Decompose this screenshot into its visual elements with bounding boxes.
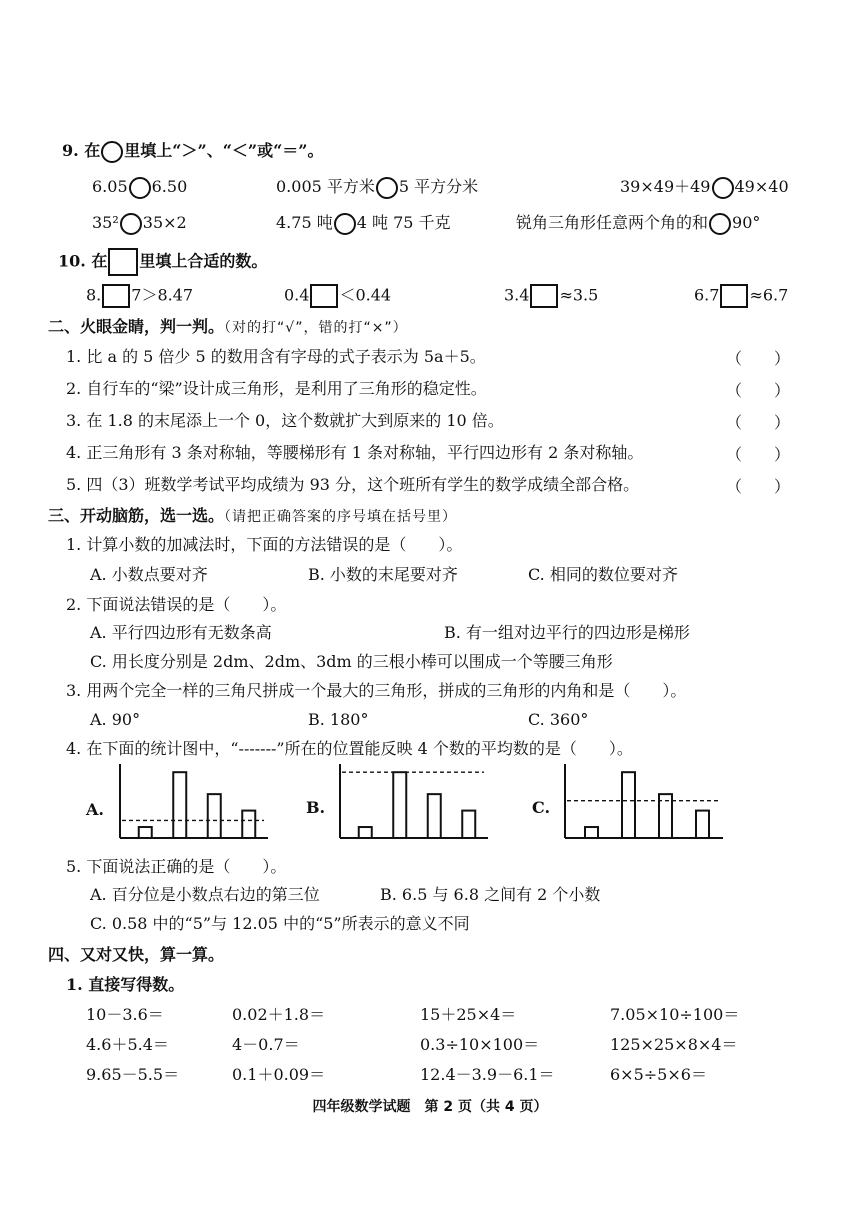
answer-box[interactable] <box>102 284 130 308</box>
bar <box>428 794 441 838</box>
choice-q3-b[interactable]: B. 180° <box>308 710 369 729</box>
judge-item-1: 1. 比 a 的 5 倍少 5 的数用含有字母的式子表示为 5a＋5。 <box>66 347 486 366</box>
choice-q2-b[interactable]: B. 有一组对边平行的四边形是梯形 <box>444 623 690 642</box>
bar-chart-b <box>338 764 488 844</box>
bar-chart-c <box>563 764 723 844</box>
calc-q1-title: 1. 直接写得数。 <box>66 975 185 994</box>
choice-q3-stem: 3. 用两个完全一样的三角尺拼成一个最大的三角形，拼成的三角形的内角和是（ ）。 <box>66 681 687 700</box>
choice-q1-a[interactable]: A. 小数点要对齐 <box>90 565 208 584</box>
answer-circle[interactable] <box>712 177 734 199</box>
answer-circle[interactable] <box>334 213 356 235</box>
bar <box>622 772 635 838</box>
choice-q5-c[interactable]: C. 0.58 中的“5”与 12.05 中的“5”所表示的意义不同 <box>90 914 470 933</box>
calc-item: 0.3÷10×100＝ <box>420 1035 540 1054</box>
bar <box>585 827 598 838</box>
calc-item: 4.6＋5.4＝ <box>86 1035 169 1054</box>
judge-item-4: 4. 正三角形有 3 条对称轴，等腰梯形有 1 条对称轴，平行四边形有 2 条对称轴。 <box>66 443 644 462</box>
q9-item-1: 6.05 6.50 <box>92 176 187 199</box>
choice-q5-b[interactable]: B. 6.5 与 6.8 之间有 2 个小数 <box>380 885 601 904</box>
choice-q2-stem: 2. 下面说法错误的是（ ）。 <box>66 595 287 614</box>
judge-answer-2[interactable]: （ ） <box>726 381 791 400</box>
calc-item: 7.05×10÷100＝ <box>610 1005 740 1024</box>
judge-item-5: 5. 四（3）班数学考试平均成绩为 93 分，这个班所有学生的数学成绩全部合格。 <box>66 475 640 494</box>
choice-q1-b[interactable]: B. 小数的末尾要对齐 <box>308 565 458 584</box>
answer-box[interactable] <box>720 284 748 308</box>
bar <box>242 811 255 838</box>
bar <box>696 811 709 838</box>
bar <box>462 811 475 838</box>
calc-item: 12.4－3.9－6.1＝ <box>420 1065 555 1084</box>
calc-item: 10－3.6＝ <box>86 1005 164 1024</box>
judge-answer-3[interactable]: （ ） <box>726 413 791 432</box>
q10-item-1: 8. 7＞8.47 <box>86 284 193 308</box>
q9-item-6: 锐角三角形任意两个角的和 90° <box>516 212 760 235</box>
choice-q3-c[interactable]: C. 360° <box>528 710 589 729</box>
choice-q5-stem: 5. 下面说法正确的是（ ）。 <box>66 857 287 876</box>
page-footer: 四年级数学试题 第 2 页（共 4 页） <box>312 1099 548 1115</box>
chart-label-b[interactable]: B. <box>306 798 326 817</box>
calc-item: 4－0.7＝ <box>232 1035 300 1054</box>
judge-answer-1[interactable]: （ ） <box>726 349 791 368</box>
q10-title: 10. 在 里填上合适的数。 <box>58 248 267 276</box>
q9-item-3: 39×49＋49 49×40 <box>620 176 789 199</box>
judge-answer-4[interactable]: （ ） <box>726 445 791 464</box>
calc-item: 6×5÷5×6＝ <box>610 1065 707 1084</box>
q9-item-5: 4.75 吨 4 吨 75 千克 <box>276 212 451 235</box>
q10-item-3: 3.4 ≈3.5 <box>504 284 598 308</box>
choice-q3-a[interactable]: A. 90° <box>90 710 141 729</box>
calc-item: 15＋25×4＝ <box>420 1005 517 1024</box>
bar <box>359 827 372 838</box>
bar <box>393 772 406 838</box>
section2-title: 二、火眼金睛，判一判。（对的打“√”，错的打“×”） <box>48 317 408 336</box>
bar <box>208 794 221 838</box>
bar-chart-a <box>118 764 268 844</box>
section4-title: 四、又对又快，算一算。 <box>48 945 225 964</box>
calc-item: 9.65－5.5＝ <box>86 1065 180 1084</box>
bar <box>139 827 152 838</box>
judge-answer-5[interactable]: （ ） <box>726 477 791 496</box>
calc-item: 125×25×8×4＝ <box>610 1035 738 1054</box>
choice-q1-stem: 1. 计算小数的加减法时，下面的方法错误的是（ ）。 <box>66 535 463 554</box>
answer-circle[interactable] <box>120 213 142 235</box>
answer-circle[interactable] <box>101 141 123 163</box>
q10-item-4: 6.7 ≈6.7 <box>694 284 788 308</box>
q10-item-2: 0.4 ＜0.44 <box>284 284 391 308</box>
calc-item: 0.1＋0.09＝ <box>232 1065 326 1084</box>
answer-circle[interactable] <box>129 177 151 199</box>
choice-q4-stem: 4. 在下面的统计图中，“-------”所在的位置能反映 4 个数的平均数的是（ ）。 <box>66 739 633 758</box>
chart-label-a[interactable]: A. <box>86 800 104 819</box>
q9-title: 9. 在 里填上“＞”、“＜”或“＝”。 <box>62 140 324 163</box>
q9-item-2: 0.005 平方米 5 平方分米 <box>276 176 478 199</box>
judge-item-3: 3. 在 1.8 的末尾添上一个 0，这个数就扩大到原来的 10 倍。 <box>66 411 504 430</box>
answer-box[interactable] <box>310 284 338 308</box>
section3-title: 三、开动脑筋，选一选。（请把正确答案的序号填在括号里） <box>48 506 458 525</box>
answer-circle[interactable] <box>376 177 398 199</box>
choice-q2-c[interactable]: C. 用长度分别是 2dm、2dm、3dm 的三根小棒可以围成一个等腰三角形 <box>90 652 613 671</box>
answer-box[interactable] <box>530 284 558 308</box>
judge-item-2: 2. 自行车的“梁”设计成三角形，是利用了三角形的稳定性。 <box>66 379 487 398</box>
answer-box[interactable] <box>108 248 138 276</box>
chart-label-c[interactable]: C. <box>532 798 551 817</box>
choice-q5-a[interactable]: A. 百分位是小数点右边的第三位 <box>90 885 320 904</box>
bar <box>173 772 186 838</box>
choice-q2-a[interactable]: A. 平行四边形有无数条高 <box>90 623 272 642</box>
calc-item: 0.02＋1.8＝ <box>232 1005 326 1024</box>
answer-circle[interactable] <box>709 213 731 235</box>
q9-item-4: 35² 35×2 <box>92 212 187 235</box>
choice-q1-c[interactable]: C. 相同的数位要对齐 <box>528 565 678 584</box>
